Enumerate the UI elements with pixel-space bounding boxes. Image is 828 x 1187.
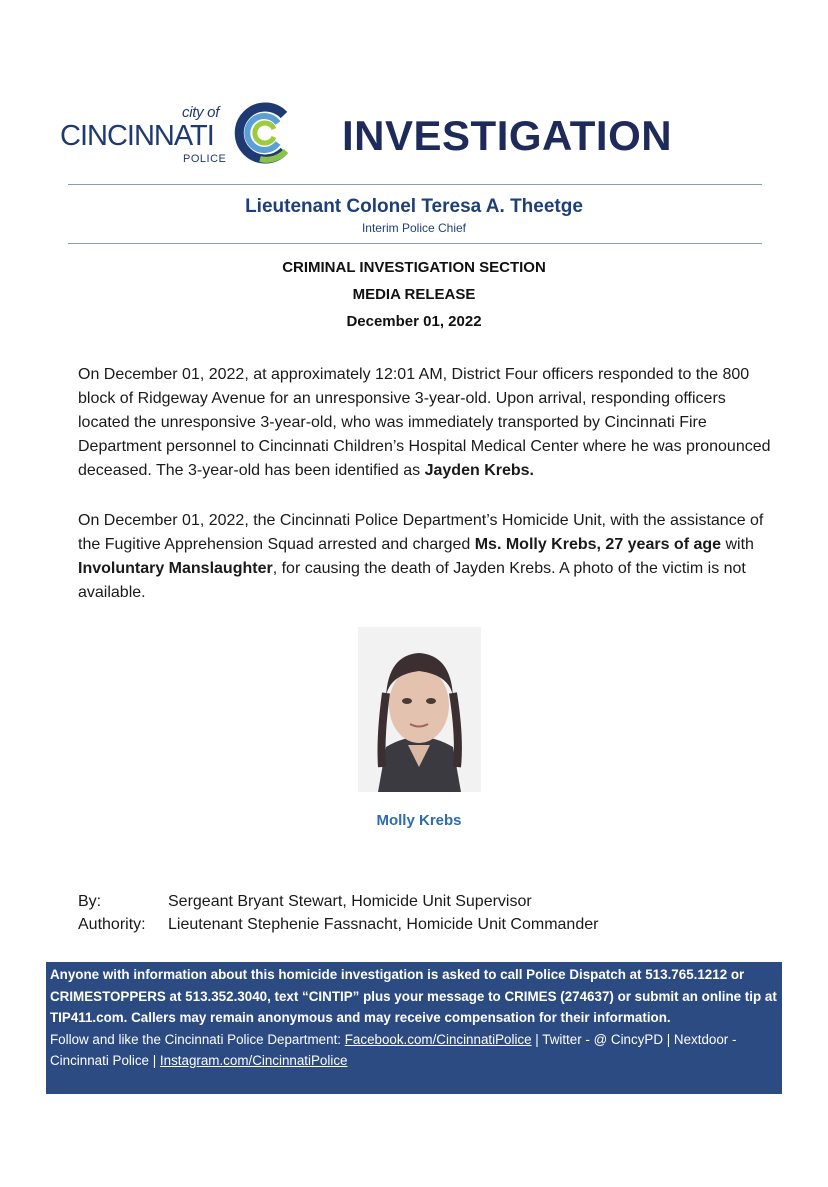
release-date: December 01, 2022	[346, 313, 482, 330]
chief-name: Lieutenant Colonel Teresa A. Theetge	[245, 196, 583, 217]
divider-bottom	[68, 243, 762, 244]
authority-row	[78, 916, 598, 934]
logo-city-of: city of	[182, 104, 220, 121]
release-type: MEDIA RELEASE	[352, 286, 476, 303]
logo-c-emblem-icon	[230, 101, 294, 165]
instagram-link[interactable]: Instagram.com/CincinnatiPolice	[159, 1053, 348, 1068]
suspect-photo	[358, 627, 481, 792]
logo-wordmark: CINCINNATI	[60, 120, 214, 152]
tip-info-box	[46, 962, 782, 1094]
logo-police: POLICE	[183, 153, 227, 165]
divider-top	[68, 184, 762, 185]
paragraph-arrest: On December 01, 2022, the Cincinnati Police Department’s Homicide Unit, with the assistance of the Fugitive Apprehension Squad arrested and charged Ms. Molly Krebs, 27 years of age with Involuntary Manslaughter, for causing the death of Jayden Krebs. A photo of the victim is not available.	[78, 512, 764, 601]
section-title: CRIMINAL INVESTIGATION SECTION	[282, 259, 546, 276]
tip-notice: Anyone with information about this homicide investigation is asked to call Police Dispatch at 513.765.1212 or CRIMESTOPPERS at 513.352.3040, text “CINTIP” plus your message to CRIMES (274637) or submit an online tip at TIP411.com. Callers may remain anonymous and may receive compensation for their information.	[50, 967, 777, 1025]
by-row	[78, 893, 532, 911]
chief-title: Interim Police Chief	[361, 221, 467, 235]
social-links: Follow and like the Cincinnati Police Department: Facebook.com/CincinnatiPolice | Twitter - @ CincyPD | Nextdoor - Cincinnati Police | Instagram.com/CincinnatiPolice	[50, 1031, 737, 1068]
paragraph-incident: On December 01, 2022, at approximately 12:01 AM, District Four officers responded to the 800 block of Ridgeway Avenue for an unresponsive 3-year-old. Upon arrival, responding officers located the unresponsive 3-year-old, who was immediately transported by Cincinnati Fire Department personnel to Cincinnati Children’s Hospital Medical Center where he was pronounced deceased. The 3-year-old has been identified as Jayden Krebs.	[78, 366, 771, 479]
photo-caption: Molly Krebs	[376, 812, 462, 829]
facebook-link[interactable]: Facebook.com/CincinnatiPolice	[344, 1031, 532, 1047]
authority-value: Lieutenant Stephenie Fassnacht, Homicide Unit Commander	[168, 916, 599, 933]
by-value: Sergeant Bryant Stewart, Homicide Unit Supervisor	[168, 893, 532, 910]
page-headline: INVESTIGATION	[342, 112, 673, 159]
authority-label: Authority:	[78, 916, 146, 933]
by-label: By:	[78, 893, 102, 910]
